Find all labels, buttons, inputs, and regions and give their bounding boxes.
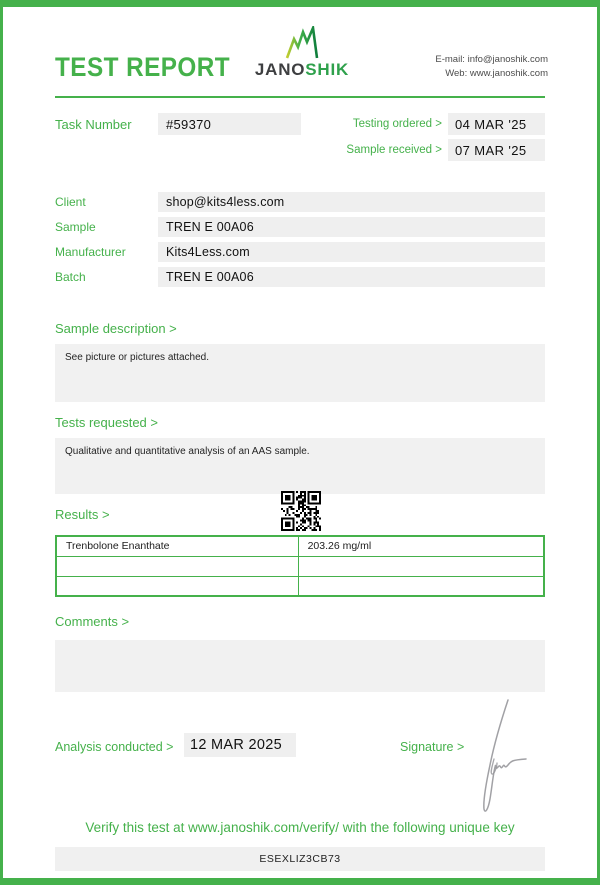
web-label: Web: [445,68,468,79]
table-row [56,536,544,556]
result-concentration [298,556,544,576]
sample-description-box: See picture or pictures attached. [55,344,545,402]
manufacturer-value: Kits4Less.com [158,242,545,262]
analysis-conducted-label: Analysis conducted > [55,740,174,754]
task-number-label: Task Number [55,117,132,132]
logo-text-shik: SHIK [305,60,350,79]
verify-key: ESEXLIZ3CB73 [55,847,545,871]
sample-label: Sample [55,220,96,234]
growth-chart-icon [283,26,321,60]
manufacturer-label: Manufacturer [55,245,126,259]
result-concentration [298,576,544,596]
janoshik-logo [252,26,352,80]
page-title: TEST REPORT [55,52,231,82]
contact-info [435,53,548,81]
tests-requested-box: Qualitative and quantitative analysis of an AAS sample. [55,438,545,494]
header-divider [55,96,545,98]
email-value: info@janoshik.com [467,54,548,65]
sample-received-label: Sample received > [346,144,442,156]
sample-received-value: 07 MAR '25 [448,139,545,161]
page-border-left [0,0,3,885]
tests-requested-heading: Tests requested > [55,415,158,430]
table-row [56,576,544,596]
qr-code [281,491,321,531]
results-heading: Results > [55,507,110,522]
results-table [55,535,545,597]
logo-wordmark [252,60,352,80]
web-value: www.janoshik.com [469,68,548,79]
page-border-top [0,0,600,7]
result-concentration: 203.26 mg/ml [298,536,544,556]
testing-ordered-label: Testing ordered > [352,118,442,130]
contact-email [435,53,548,67]
comments-box [55,640,545,692]
comments-heading: Comments > [55,614,130,629]
contact-web [435,67,548,81]
client-label: Client [55,195,86,209]
batch-label: Batch [55,270,86,284]
signature-label: Signature > [400,740,465,754]
email-label: E-mail: [435,54,465,65]
analysis-conducted-value: 12 MAR 2025 [184,733,296,757]
result-substance [56,576,298,596]
result-substance: Trenbolone Enanthate [56,536,298,556]
batch-value: TREN E 00A06 [158,267,545,287]
signature-image [468,697,534,815]
client-value: shop@kits4less.com [158,192,545,212]
sample-description-heading: Sample description > [55,321,177,336]
result-substance [56,556,298,576]
page-border-bottom [0,878,600,885]
table-row [56,556,544,576]
logo-text-jano: JANO [254,60,306,79]
sample-value: TREN E 00A06 [158,217,545,237]
verify-instruction: Verify this test at www.janoshik.com/verify/ with the following unique key [85,820,515,835]
testing-ordered-value: 04 MAR '25 [448,113,545,135]
task-number-value: #59370 [158,113,301,135]
